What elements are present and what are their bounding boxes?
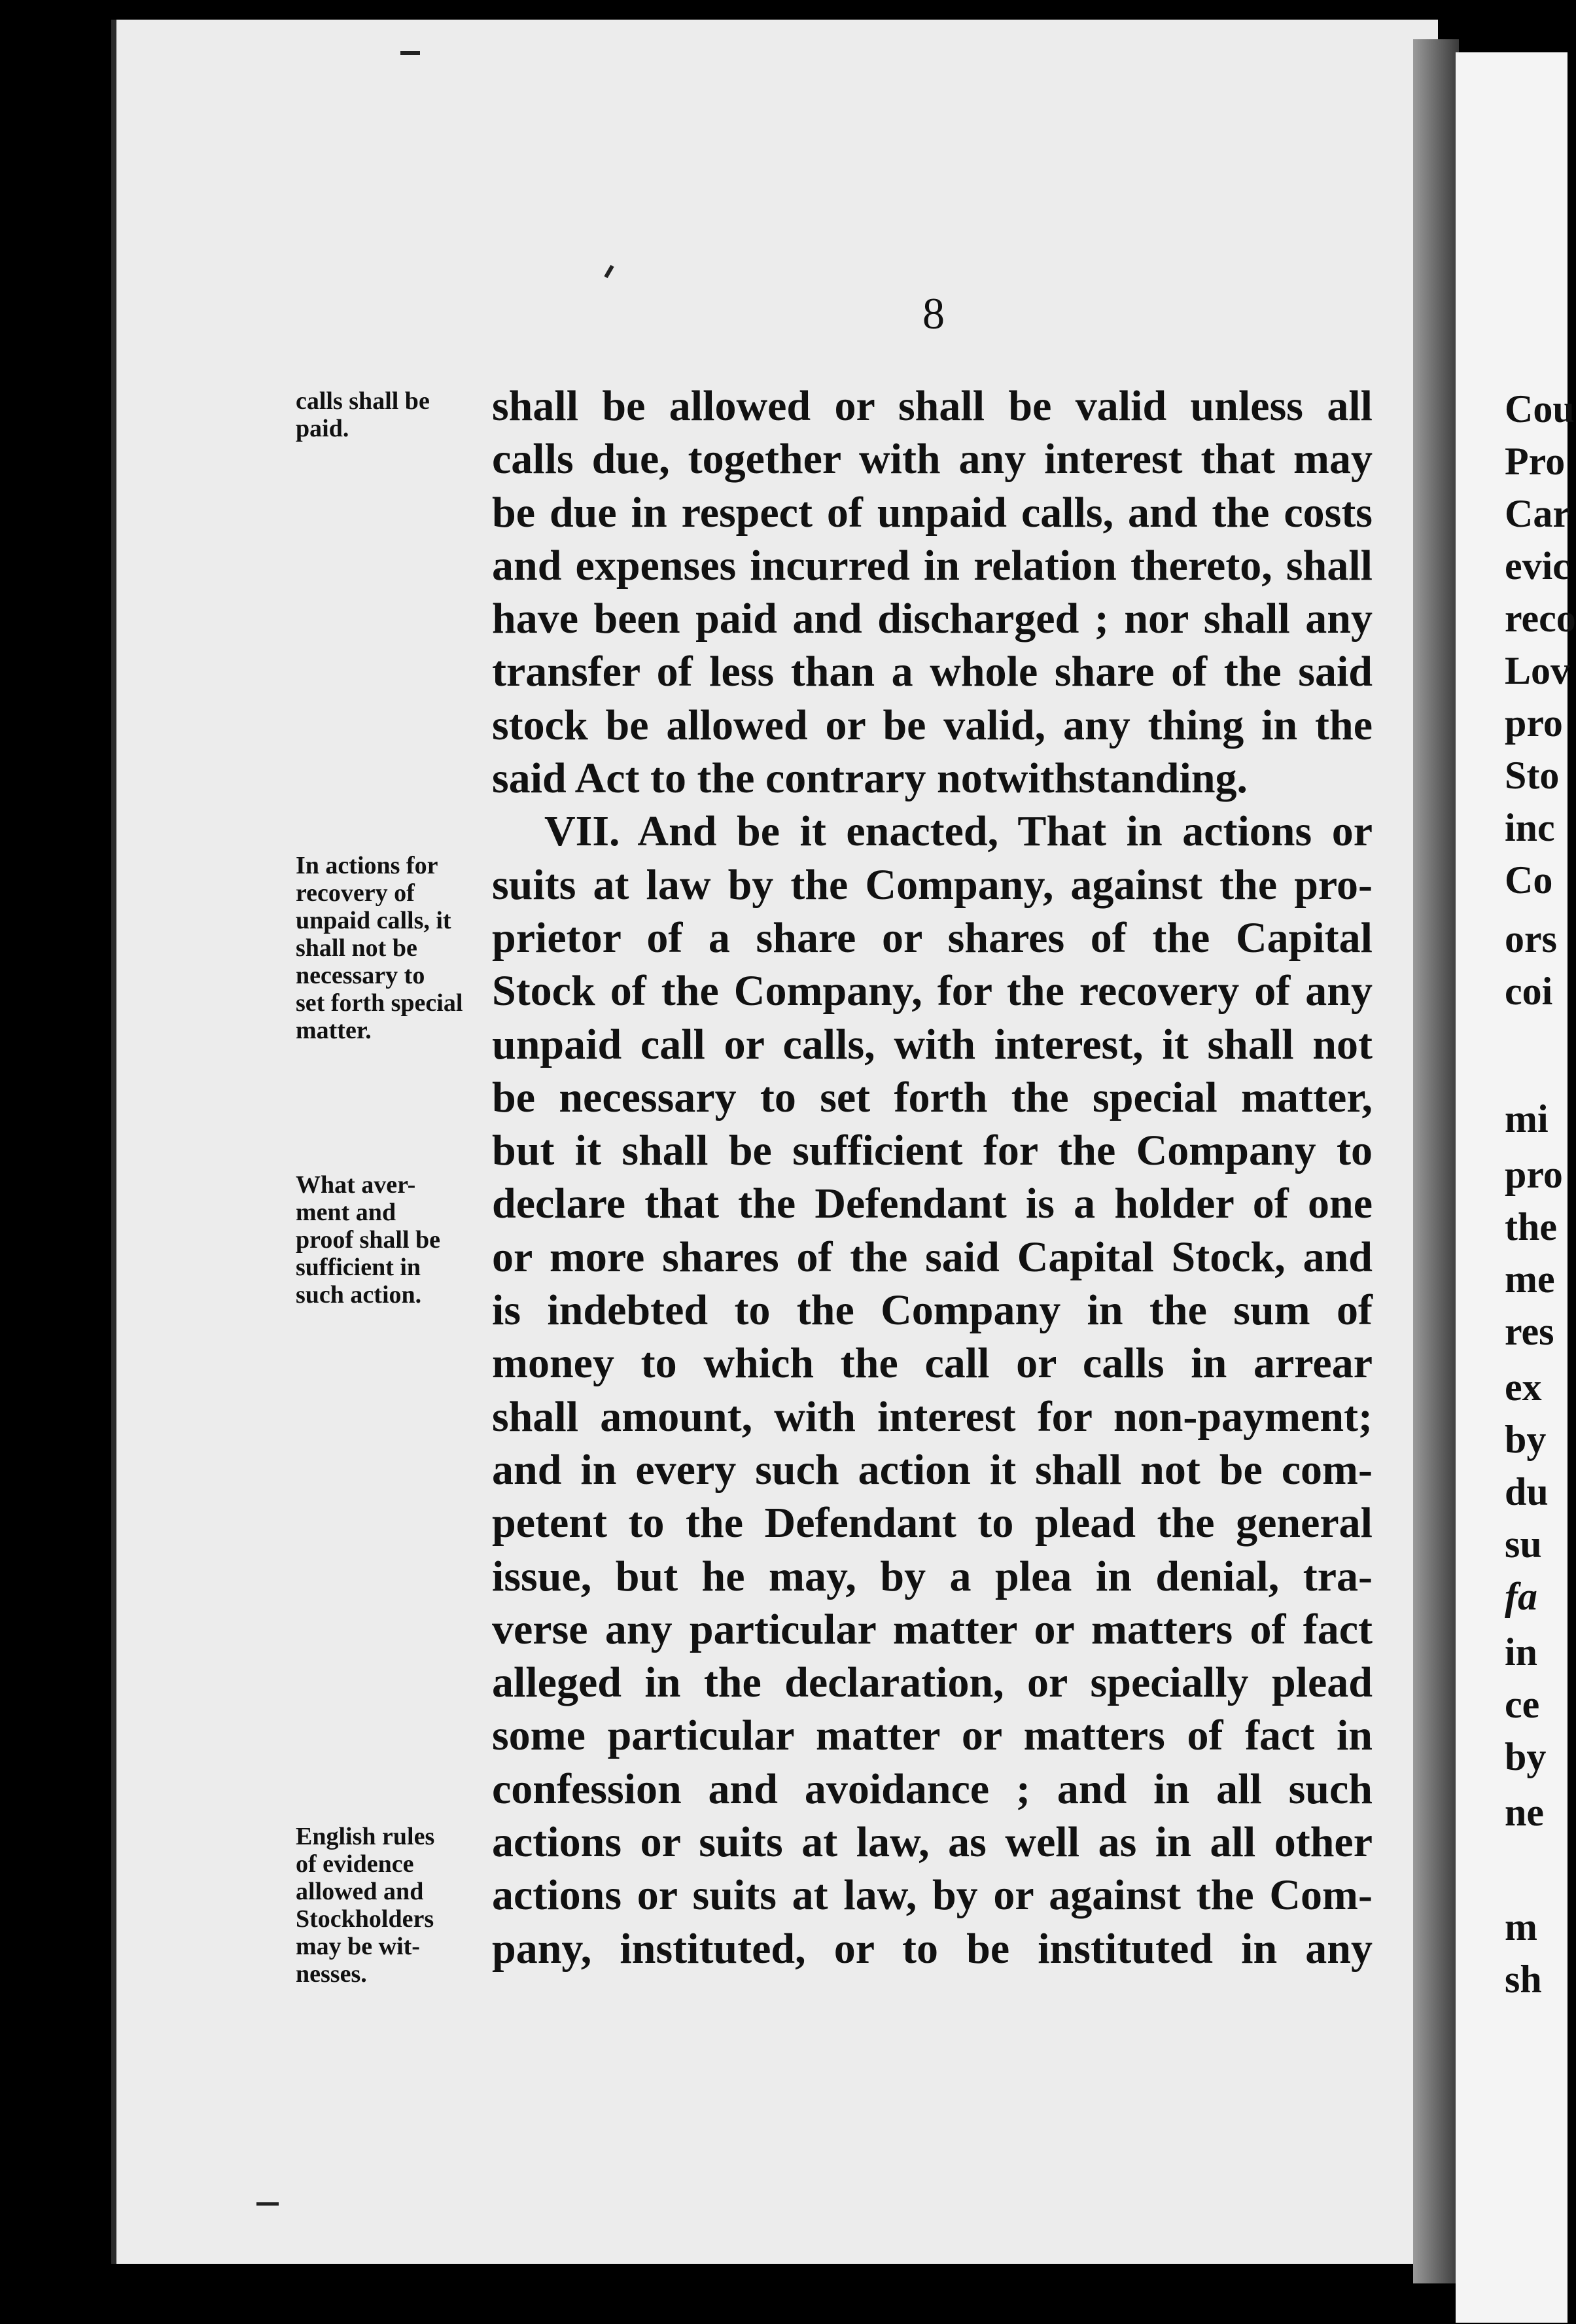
body-text (492, 379, 1373, 1975)
sidenote-averment-proof: What aver- ment and proof shall be sufficient in such action. (296, 1171, 441, 1309)
facing-page-text: reco (1505, 597, 1576, 640)
body-line: Stock of the Company, for the recovery of any (492, 967, 1373, 1015)
facing-page-text: Sto (1505, 754, 1560, 797)
body-line: verse any particular matter or matters of fact (492, 1605, 1373, 1653)
facing-page-text: Co (1505, 858, 1553, 902)
facing-page-text: du (1505, 1470, 1549, 1513)
body-line: suits at law by the Company, against the pro- (492, 860, 1373, 909)
body-line: said Act to the contrary notwithstanding. (492, 754, 1248, 803)
body-line: alleged in the declaration, or specially plead (492, 1659, 1373, 1707)
body-line: stock be allowed or be valid, any thing in the (492, 701, 1373, 749)
facing-page-text: pro (1505, 1153, 1563, 1196)
facing-page-text: ors (1505, 917, 1557, 960)
page-gutter-shadow (1413, 39, 1459, 2283)
facing-page-text: mi (1505, 1097, 1549, 1140)
scan-mark-bottom (256, 2202, 279, 2206)
facing-page-text: coi (1505, 970, 1553, 1013)
body-line: or more shares of the said Capital Stock, and (492, 1233, 1373, 1281)
facing-page-text: by (1505, 1735, 1547, 1778)
facing-page-text: ne (1505, 1791, 1544, 1834)
body-line: transfer of less than a whole share of the said (492, 648, 1373, 696)
facing-page-text: inc (1505, 806, 1555, 849)
facing-page-text: Lov (1505, 649, 1571, 692)
body-line: petent to the Defendant to plead the general (492, 1499, 1373, 1547)
body-line: calls due, together with any interest that may (492, 435, 1373, 484)
facing-page-text: pro (1505, 701, 1563, 745)
facing-page-text: Pro (1505, 440, 1566, 483)
body-line: unpaid call or calls, with interest, it shall not (492, 1020, 1373, 1068)
body-line: money to which the call or calls in arrear (492, 1339, 1373, 1388)
body-line: actions or suits at law, by or against the Com- (492, 1871, 1373, 1920)
facing-page-text: the (1505, 1205, 1557, 1248)
body-line: actions or suits at law, as well as in all other (492, 1818, 1373, 1867)
facing-page-text: in (1505, 1630, 1538, 1674)
body-line: be necessary to set forth the special matter, (492, 1073, 1373, 1121)
facing-page-text: Car (1505, 492, 1570, 535)
sidenote-calls-paid: calls shall be paid. (296, 387, 430, 442)
facing-page-text: sh (1505, 1958, 1542, 2001)
facing-page-text: ce (1505, 1683, 1540, 1726)
body-line: prietor of a share or shares of the Capital (492, 913, 1373, 962)
body-line: declare that the Defendant is a holder of one (492, 1180, 1373, 1228)
body-line: issue, but he may, by a plea in denial, tra- (492, 1552, 1373, 1600)
body-line: confession and avoidance ; and in all such (492, 1765, 1373, 1813)
sidenote-actions-recovery: In actions for recovery of unpaid calls, it shall not be necessary to set forth special matter. (296, 852, 463, 1044)
facing-page-text: ex (1505, 1365, 1542, 1409)
body-line: be due in respect of unpaid calls, and the costs (492, 488, 1373, 537)
body-line: and in every such action it shall not be com- (492, 1445, 1373, 1494)
section-heading-line: VII. And be it enacted, That in actions or (544, 807, 1373, 856)
facing-page-text: evic (1505, 544, 1570, 588)
facing-page-text: res (1505, 1310, 1554, 1353)
scan-mark-top (400, 51, 420, 55)
facing-page-text: fa (1505, 1575, 1537, 1618)
body-line: have been paid and discharged ; nor shall any (492, 595, 1373, 643)
body-line: shall amount, with interest for non-payment; (492, 1392, 1373, 1441)
facing-page-text: m (1505, 1905, 1537, 1948)
facing-page-text: su (1505, 1523, 1542, 1566)
facing-page-text: by (1505, 1418, 1547, 1461)
body-line: and expenses incurred in relation thereto, shall (492, 541, 1373, 590)
body-line: some particular matter or matters of fact in (492, 1712, 1373, 1760)
body-line: pany, instituted, or to be instituted in any (492, 1924, 1373, 1973)
page-number: 8 (922, 289, 945, 338)
body-line: but it shall be sufficient for the Company to (492, 1127, 1373, 1175)
facing-page-text: Cou (1505, 387, 1575, 431)
body-line: is indebted to the Company in the sum of (492, 1286, 1373, 1335)
sidenote-english-rules: English rules of evidence allowed and Stockholders may be wit- nesses. (296, 1823, 435, 1988)
facing-page-text: me (1505, 1258, 1555, 1301)
body-line: shall be allowed or shall be valid unless all (492, 382, 1373, 430)
